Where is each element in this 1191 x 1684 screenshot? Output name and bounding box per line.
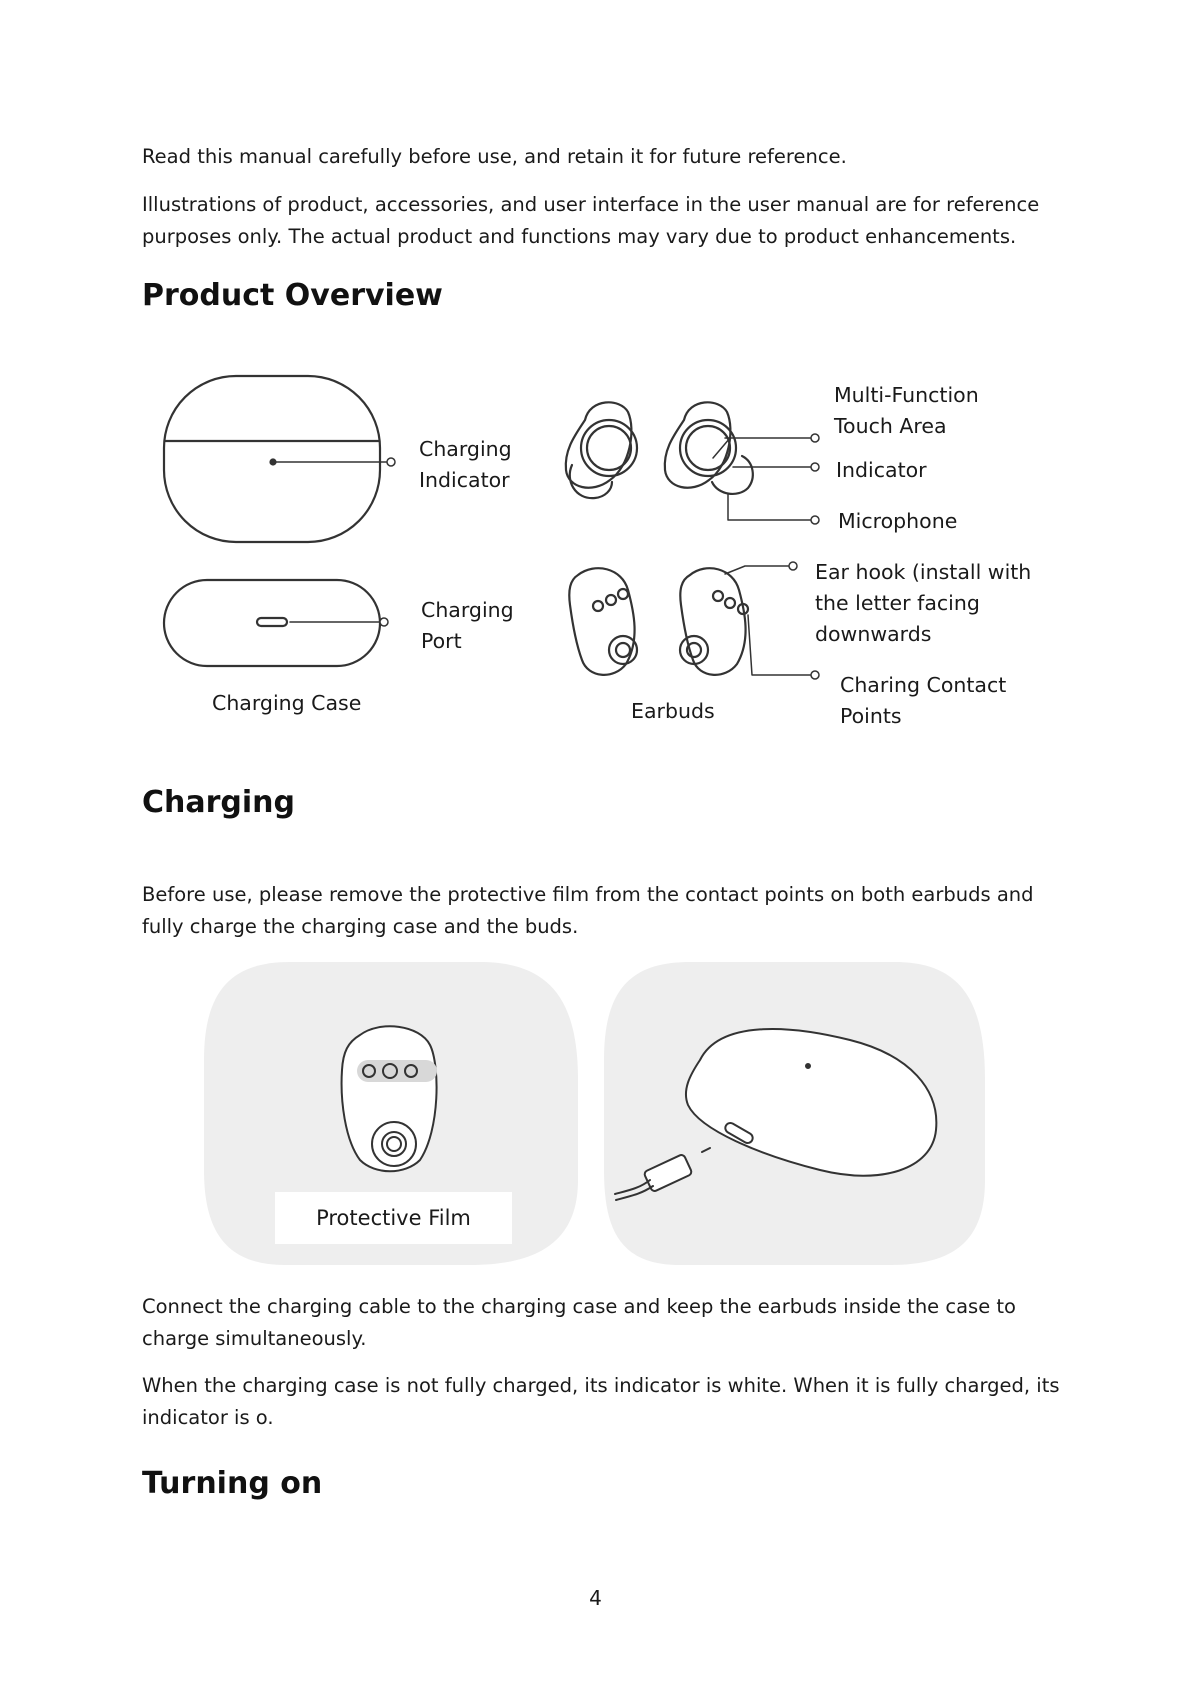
charging-indicator-label-line-1: Charging <box>419 437 512 461</box>
intro-line-1: Read this manual carefully before use, and retain it for future reference. <box>142 145 847 168</box>
charging-paragraph-3: When the charging case is not fully charged, its indicator is white. When it is fully charged, its indicator is o. <box>142 1374 1060 1429</box>
microphone-label: Microphone <box>838 509 958 533</box>
charging-paragraph-1: Before use, please remove the protective film from the contact points on both earbuds and fully charge the charging case and the buds. <box>142 883 1034 938</box>
charging-port-label-line-1: Charging <box>421 598 514 622</box>
turning-on-heading: Turning on <box>142 1466 323 1501</box>
multi-function-label-line-1: Multi-Function <box>834 383 979 407</box>
charging-port-label-line-2: Port <box>421 629 462 653</box>
contact-points-label-line-1: Charing Contact <box>840 673 1007 697</box>
charging-heading: Charging <box>142 785 296 820</box>
earbuds-caption: Earbuds <box>631 699 715 723</box>
charging-case-caption: Charging Case <box>212 691 362 715</box>
page-number: 4 <box>589 1586 602 1610</box>
ear-hook-label-line-2: the letter facing <box>815 591 980 615</box>
product-overview-heading: Product Overview <box>142 278 443 313</box>
indicator-label: Indicator <box>836 458 927 482</box>
protective-film-label: Protective Film <box>275 1192 512 1244</box>
contact-points-label-line-2: Points <box>840 704 902 728</box>
charging-indicator-label-line-2: Indicator <box>419 468 510 492</box>
charging-paragraph-2: Connect the charging cable to the charging case and keep the earbuds inside the case to charge simultaneously. <box>142 1295 1016 1350</box>
ear-hook-label-line-1: Ear hook (install with <box>815 560 1032 584</box>
earbud-film-illustration <box>342 1026 437 1171</box>
ear-hook-label-line-3: downwards <box>815 622 932 646</box>
intro-line-2: Illustrations of product, accessories, and user interface in the user manual are for reference purposes only. The actual product and functions may vary due to product enhancements. <box>142 193 1040 248</box>
multi-function-label-line-2: Touch Area <box>834 414 947 438</box>
